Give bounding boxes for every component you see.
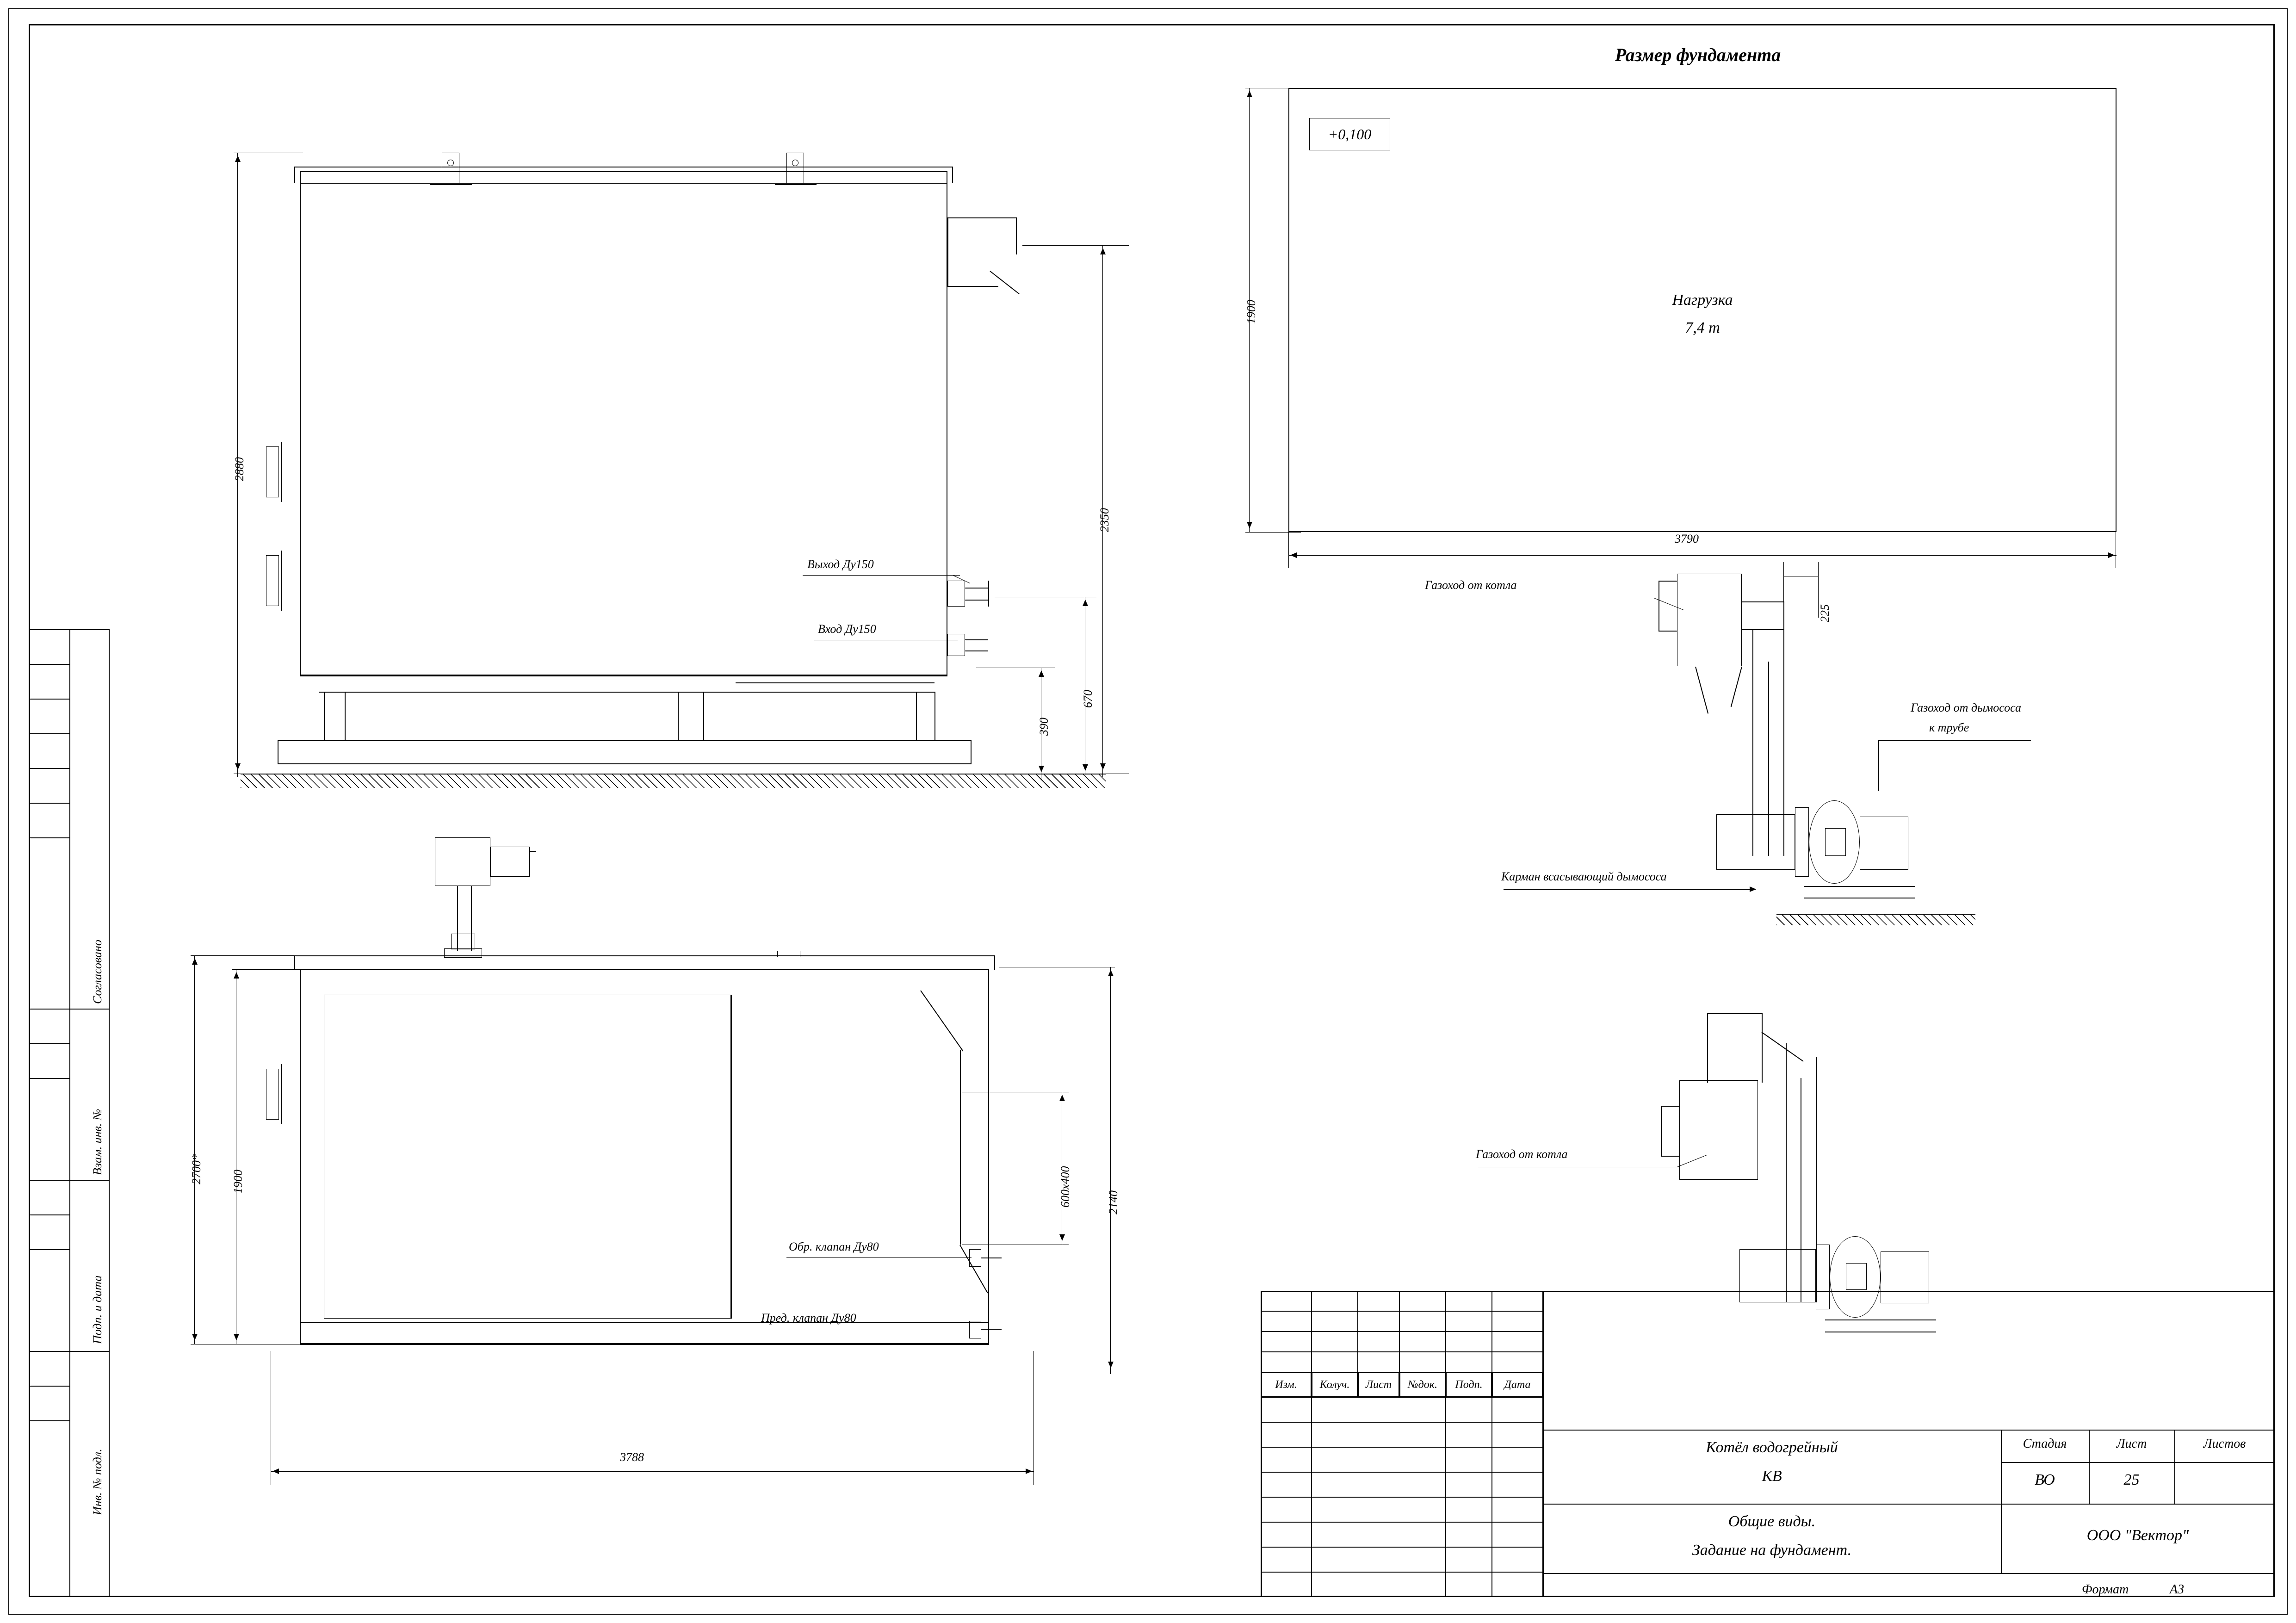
sign-grid-cell [1261,1422,1312,1447]
left-margin-hline [29,803,69,804]
leader-suction-pocket [1504,889,1756,890]
sign-grid-cell [1446,1572,1492,1597]
rev-grid-cell [1446,1311,1492,1332]
dim-ext-found-3790-l [1288,532,1289,568]
nozzle-outlet-flange [947,581,965,607]
leader-outlet [803,575,960,576]
dim-foundation-3790: 3790 [1675,532,1699,545]
left-margin-hline [29,733,69,734]
doc-title-line1: Общие виды. [1728,1513,1816,1530]
dim-arrow-2350-up [1100,248,1106,254]
duct1-elbow-cap2 [1742,629,1783,630]
base-frame-mid [319,692,934,693]
dim-670: 670 [1081,690,1095,708]
sheet-header: Лист [2116,1437,2147,1451]
foundation-load-value: 7,4 т [1685,319,1720,336]
support-leg-4 [703,692,704,740]
boiler-body-side [300,171,947,675]
ground-hatching-fan1 [1776,914,1975,925]
duct1-inlet-bottom [1659,631,1677,632]
left-margin-label-podp: Подп. и дата [91,1275,104,1344]
dim-ext-2140-line [1110,967,1111,1374]
rev-grid-cell [1312,1291,1358,1311]
foundation-title: Размер фундамента [1615,44,1781,65]
rev-grid-cell [1446,1332,1492,1352]
duct2-inlet-left [1661,1106,1662,1157]
dim-arrow-f1900-down [1247,522,1252,528]
leader-to-chimney-v [1878,740,1879,791]
dim-2350: 2350 [1098,508,1111,532]
door-hinge-lower [266,555,279,606]
sign-grid-cell [1492,1447,1543,1472]
rev-header-izm: Изм. [1261,1372,1312,1397]
rev-grid-cell [1399,1352,1446,1372]
stage-value: ВО [2035,1471,2055,1488]
front-hopper-right [960,1050,961,1245]
elevation-mark-text: +0,100 [1328,126,1372,142]
front-panel-divider [731,995,732,1319]
duct2-top-cap [1707,1013,1763,1014]
dim-arrow-3788-left [272,1468,279,1474]
label-inlet-du150: Вход Ду150 [818,622,876,636]
dim-arrow-2350-down [1100,763,1106,770]
front-door-hinge-line [281,1064,282,1124]
left-margin-section-line [29,1351,110,1352]
label-suction-pocket: Карман всасывающий дымососа [1501,870,1667,883]
lifting-lug-right-hole [792,160,798,166]
doc-title-line2: Задание на фундамент. [1692,1542,1852,1559]
sign-grid-cell [1492,1397,1543,1422]
rev-grid-cell [1261,1291,1312,1311]
door-hinge-line-lower [281,551,282,611]
left-margin-hline [29,1386,69,1387]
sheet-value: 25 [2123,1471,2140,1488]
dim-ext-2700-top [191,955,302,956]
sign-grid-cell [1312,1472,1446,1497]
flue-cone-bottom [947,286,998,287]
duct2-inlet-bottom [1661,1156,1679,1157]
sign-grid-cell [1312,1422,1446,1447]
sign-grid-cell [1261,1547,1312,1572]
left-margin-hline [29,1043,69,1044]
format-value: А3 [2170,1582,2185,1597]
safety-valve-pipe [981,1329,1002,1330]
stage-header: Стадия [2023,1437,2067,1451]
dim-arrow-390-down [1039,766,1044,772]
burner-base-flange [444,948,482,958]
burner-housing [435,837,490,886]
nozzle-inlet-pipe2 [965,650,988,651]
dim-arrow-2880-down [235,763,241,770]
sign-grid-cell [1446,1497,1492,1522]
sign-grid-cell [1312,1447,1446,1472]
check-valve-body [969,1249,981,1267]
sign-grid-cell [1261,1472,1312,1497]
fan1-base [1804,886,1915,887]
rev-header-podp: Подп. [1446,1372,1492,1397]
dim-1900-front: 1900 [231,1170,245,1194]
dim-ext-1900f-top [232,969,306,970]
title-block-right-line3 [2001,1462,2275,1463]
label-outlet-du150: Выход Ду150 [807,558,874,571]
nozzle-outlet-end [988,581,989,607]
duct1-inlet-top [1659,581,1677,582]
dim-390: 390 [1037,718,1051,736]
leader-suction-arrow [1750,886,1756,892]
sign-grid-cell [1261,1497,1312,1522]
dim-arrow-2880-up [235,155,241,162]
left-margin-hline [29,837,69,838]
label-gas-duct-from-boiler-2: Газоход от котла [1476,1147,1568,1161]
boiler-top-plate-line [300,183,947,184]
support-leg-3 [678,692,679,740]
dim-arrow-1900f-up [234,972,239,979]
safety-valve-body [969,1321,981,1338]
sign-grid-cell [1312,1397,1446,1422]
rev-grid-cell [1492,1311,1543,1332]
nozzle-outlet-pipe2 [965,600,988,601]
flue-cone-top [947,217,1017,218]
dim-2880: 2880 [233,457,246,481]
duct1-elbow-cap [1742,601,1783,602]
dim-arrow-f3790-left [1290,552,1297,558]
sign-grid-cell [1446,1447,1492,1472]
title-block-right-line4 [1543,1573,2275,1574]
sign-grid-cell [1446,1472,1492,1497]
sign-grid-cell [1492,1422,1543,1447]
rev-header-data: Дата [1492,1372,1543,1397]
left-margin-label-soglasovano: Согласовано [91,940,104,1004]
dim-2700: 2700* [190,1154,203,1184]
support-skirt-line [736,682,934,683]
rev-grid-cell [1312,1332,1358,1352]
burner-motor-cap [530,851,536,852]
sign-grid-cell [1492,1522,1543,1547]
dim-ext-2350-top [1022,245,1129,246]
sign-grid-cell [1312,1572,1446,1597]
dim-ext-3788-right [1033,1351,1034,1485]
sign-grid-cell [1446,1397,1492,1422]
rev-grid-cell [1312,1311,1358,1332]
label-check-valve: Обр. клапан Ду80 [789,1240,879,1253]
fan1-motor [1860,817,1908,870]
sheets-header: Листов [2203,1437,2246,1451]
duct2-riser-upper-l [1707,1013,1708,1083]
dim-arrow-2700-up [192,958,198,965]
sign-grid-cell [1446,1422,1492,1447]
left-margin-label-vzam: Взам. инв. № [91,1109,104,1175]
base-frame-top [300,675,947,676]
sign-grid-cell [1261,1447,1312,1472]
lifting-lug-left-hole [447,160,454,166]
left-margin-label-inv: Инв. № подл. [91,1449,104,1515]
left-margin-hline [29,664,69,665]
dim-arrow-1900f-down [234,1334,239,1340]
lifting-lug-left [442,153,459,183]
leader-to-chimney [1878,740,2031,741]
dim-600x400: 600х400 [1058,1166,1072,1208]
door-hinge-line-upper [281,442,282,502]
rev-header-kol: Колуч. [1312,1372,1358,1397]
rev-grid-cell [1312,1352,1358,1372]
sign-grid-cell [1492,1547,1543,1572]
front-base-line-1 [300,1322,989,1323]
sign-grid-cell [1492,1497,1543,1522]
rev-grid-cell [1261,1311,1312,1332]
sign-grid-cell [1312,1522,1446,1547]
dim-foundation-1900: 1900 [1244,300,1258,324]
lug-bracket-right [775,184,817,185]
label-safety-valve: Пред. клапан Ду80 [761,1311,856,1325]
base-plate-line [278,740,972,741]
burner-motor [490,847,530,877]
foundation-outline [1288,88,2117,532]
rev-grid-cell [1358,1311,1399,1332]
sign-grid-cell [1492,1472,1543,1497]
sign-grid-cell [1261,1522,1312,1547]
label-gas-duct-from-boiler-1: Газоход от котла [1425,578,1517,592]
object-name-line1: Котёл водогрейный [1706,1439,1838,1456]
flue-cone-right [1016,217,1017,254]
dim-arrow-600400-up [1059,1095,1065,1101]
burner-base-block [451,934,475,949]
dim-2140: 2140 [1107,1190,1120,1214]
rev-grid-cell [1492,1291,1543,1311]
left-margin-hline [29,699,69,700]
dim-arrow-390-up [1039,670,1044,677]
flue-cone-left [947,217,948,287]
support-leg-2 [345,692,346,740]
dim-arrow-670-up [1083,600,1088,606]
base-plate-right [971,740,972,763]
lifting-lug-right [786,153,804,183]
rev-grid-cell [1261,1332,1312,1352]
label-gas-duct-to-chimney-l2: к трубе [1929,721,1969,734]
sign-grid-cell [1261,1572,1312,1597]
rev-grid-cell [1358,1352,1399,1372]
left-margin-divider [69,629,70,1597]
left-margin-section-line [29,1180,110,1181]
dim-ext-3788-line [271,1471,1034,1472]
rev-grid-cell [1446,1291,1492,1311]
rev-grid-cell [1399,1311,1446,1332]
dim-arrow-2140-down [1108,1362,1114,1368]
front-top-handle [777,951,800,957]
support-leg-6 [934,692,935,740]
base-plate-line2 [278,763,972,764]
fan2-hub [1846,1263,1867,1290]
front-top-plate [294,955,995,956]
rev-grid-cell [1446,1352,1492,1372]
fan1-flange [1795,807,1809,877]
duct2-riser-upper-r [1762,1013,1763,1083]
title-block-main-divider [1543,1291,1544,1597]
left-margin-hline [29,1214,69,1215]
object-name-line2: КВ [1762,1468,1782,1485]
front-inner-panel [324,995,731,1319]
boiler-side-left-edge [294,167,295,183]
format-label: Формат [2082,1582,2129,1597]
sign-grid-cell [1446,1547,1492,1572]
rev-grid-cell [1492,1352,1543,1372]
sign-grid-cell [1261,1397,1312,1422]
fan1-hub [1825,828,1846,856]
dim-ext-2700-line [194,955,195,1344]
left-margin-hline [29,1249,69,1250]
dim-3788: 3788 [620,1450,644,1464]
nozzle-inlet-flange [947,634,965,656]
dim-arrow-2140-up [1108,970,1114,976]
dim-ext-225-l [1783,562,1784,618]
ground-hatching-side-view [241,774,1106,788]
foundation-load-label: Нагрузка [1672,291,1733,309]
dim-ext-found-1900-bot [1245,532,1301,533]
front-base-line-2 [300,1344,989,1345]
dim-arrow-f1900-up [1247,91,1252,97]
title-block-right-line1 [1543,1430,2275,1431]
duct1-elbow-body [1677,574,1742,666]
left-margin-hline [29,1078,69,1079]
title-block-right-line2 [1543,1504,2275,1505]
dim-arrow-2700-down [192,1334,198,1340]
front-door-hinge [266,1069,279,1120]
rev-grid-cell [1358,1291,1399,1311]
support-leg-1 [324,692,325,740]
left-margin-section-line [29,1009,110,1010]
boiler-side-right-edge [952,167,953,183]
rev-grid-cell [1492,1332,1543,1352]
left-margin-hline [29,1420,69,1421]
sign-grid-cell [1312,1497,1446,1522]
nozzle-inlet-pipe [965,639,988,640]
sign-grid-cell [1446,1522,1492,1547]
front-top-plate-left [294,955,295,970]
duct2-inlet-top [1661,1106,1679,1107]
label-gas-duct-to-chimney-l1: Газоход от дымососа [1911,701,2022,714]
support-leg-5 [916,692,917,740]
front-top-plate-right [994,955,995,970]
dim-225: 225 [1818,604,1832,622]
rev-header-list: Лист [1358,1372,1399,1397]
rev-header-ndoc: №док. [1399,1372,1446,1397]
rev-grid-cell [1399,1332,1446,1352]
dim-ext-found-3790 [1288,555,2117,556]
dim-arrow-600400-down [1059,1234,1065,1241]
dim-arrow-3788-right [1026,1468,1032,1474]
fan1-suction-pocket [1716,814,1795,870]
duct2-box [1679,1080,1758,1180]
dim-arrow-f3790-right [2108,552,2115,558]
company-name: ООО "Вектор" [2086,1527,2189,1544]
rev-grid-cell [1358,1332,1399,1352]
rev-grid-cell [1399,1291,1446,1311]
rev-grid-cell [1261,1352,1312,1372]
sign-grid-cell [1492,1572,1543,1597]
door-hinge-upper [266,446,279,497]
sign-grid-cell [1312,1547,1446,1572]
left-margin-hline [29,768,69,769]
dim-arrow-670-down [1083,764,1088,771]
lug-bracket-left [430,184,472,185]
